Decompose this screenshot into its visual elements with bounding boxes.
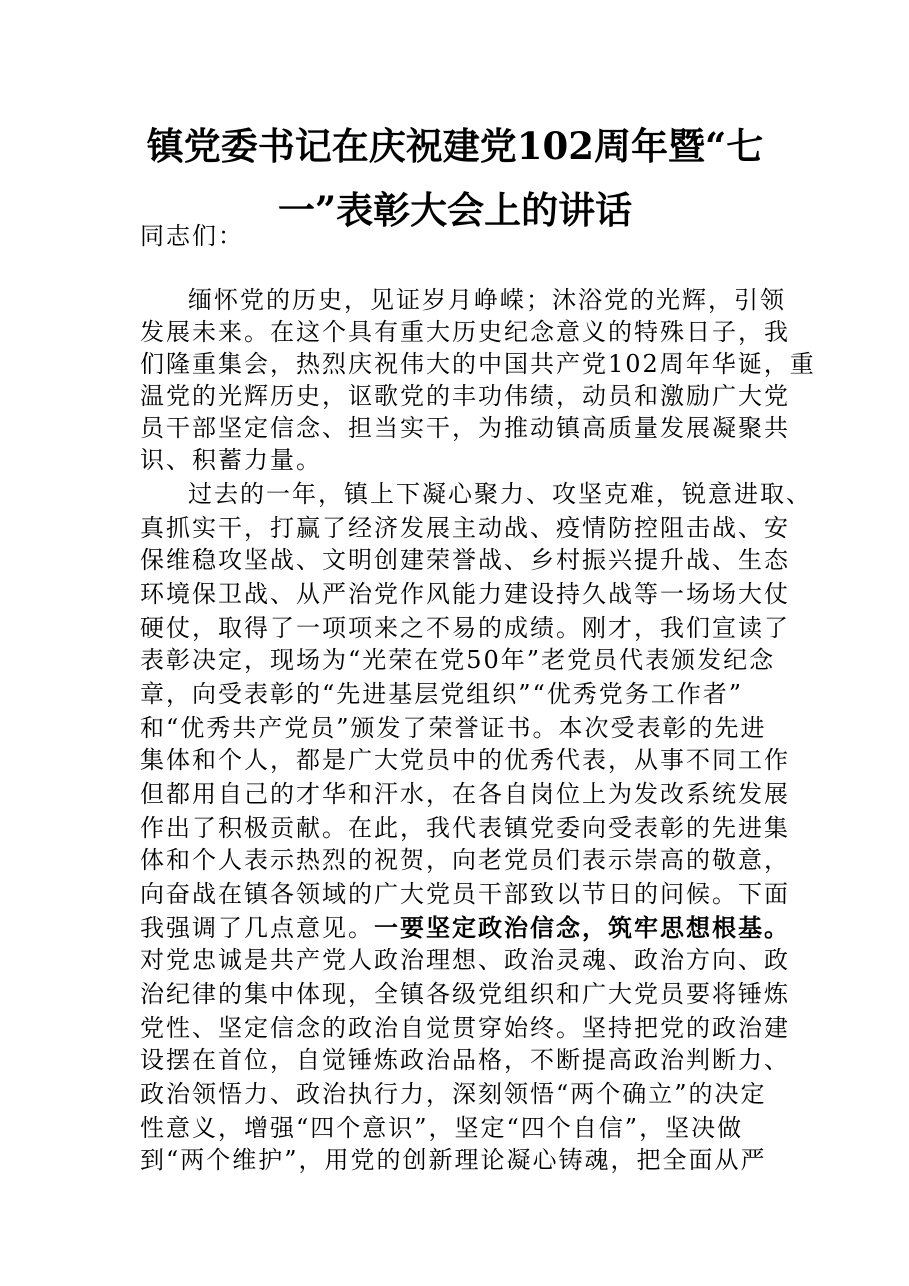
paragraph-2-line-19: 政治领悟力、政治执行力，深刻领悟“两个确立”的决定 [140,1080,767,1108]
paragraph-1-line-3: 们隆重集会，热烈庆祝伟大的中国共产党102周年华诞，重 [140,350,816,378]
salutation: 同志们： [140,222,244,250]
paragraph-2-line-5: 硬仗，取得了一项项来之不易的成绩。刚才，我们宣读了 [140,614,790,642]
paragraph-2-line-1: 过去的一年，镇上下凝心聚力、攻坚克难，锐意进取、 [188,480,812,508]
paragraph-1-line-4: 温党的光辉历史，讴歌党的丰功伟绩，动员和激励广大党 [140,382,790,410]
paragraph-2-line-3: 保维稳攻坚战、文明创建荣誉战、乡村振兴提升战、生态 [140,546,790,574]
point-1-heading: 一要坚定政治信念，筑牢思想根基。 [374,913,790,942]
paragraph-2-line-18: 设摆在首位，自觉锤炼政治品格，不断提高政治判断力、 [140,1046,790,1074]
paragraph-2-line-11: 作出了积极贡献。在此，我代表镇党委向受表彰的先进集 [140,814,790,842]
paragraph-1-line-2: 发展未来。在这个具有重大历史纪念意义的特殊日子，我 [140,318,790,346]
paragraph-2-line-2: 真抓实干，打赢了经济发展主动战、疫情防控阻击战、安 [140,514,790,542]
paragraph-2-line-8: 和“优秀共产党员”颁发了荣誉证书。本次受表彰的先进 [140,714,767,742]
paragraph-1-line-6: 识、积蓄力量。 [140,446,322,474]
paragraph-2-line-14-text: 我强调了几点意见。 [140,914,374,942]
paragraph-2-line-20: 性意义，增强“四个意识”，坚定“四个自信”，坚决做 [140,1114,744,1142]
paragraph-2-line-4: 环境保卫战、从严治党作风能力建设持久战等一场场大仗 [140,580,790,608]
document-title-line-2: 一”表彰大会上的讲话 [277,188,633,232]
paragraph-2-line-12: 体和个人表示热烈的祝贺，向老党员们表示崇高的敬意， [140,846,790,874]
paragraph-1-line-5: 员干部坚定信念、担当实干，为推动镇高质量发展凝聚共 [140,414,790,442]
paragraph-2-line-15: 对党忠诚是共产党人政治理想、政治灵魂、政治方向、政 [140,946,790,974]
document-title-line-1: 镇党委书记在庆祝建党102周年暨“七 [146,124,764,168]
paragraph-2-line-13: 向奋战在镇各领域的广大党员干部致以节日的问候。下面 [140,880,790,908]
paragraph-2-line-7: 章，向受表彰的“先进基层党组织”“优秀党务工作者” [140,680,744,708]
paragraph-2-line-9: 集体和个人，都是广大党员中的优秀代表，从事不同工作 [140,746,790,774]
paragraph-2-line-16: 治纪律的集中体现，全镇各级党组织和广大党员要将锤炼 [140,980,790,1008]
paragraph-2-line-6: 表彰决定，现场为“光荣在党50年”老党员代表颁发纪念 [140,646,776,674]
paragraph-2-line-17: 党性、坚定信念的政治自觉贯穿始终。坚持把党的政治建 [140,1014,790,1042]
paragraph-2-line-14 [140,912,790,944]
paragraph-2-line-10: 但都用自己的才华和汗水，在各自岗位上为发改系统发展 [140,780,790,808]
paragraph-2-line-21: 到“两个维护”，用党的创新理论凝心铸魂，把全面从严 [140,1146,767,1174]
paragraph-1-line-1: 缅怀党的历史，见证岁月峥嵘；沐浴党的光辉，引领 [188,286,786,314]
